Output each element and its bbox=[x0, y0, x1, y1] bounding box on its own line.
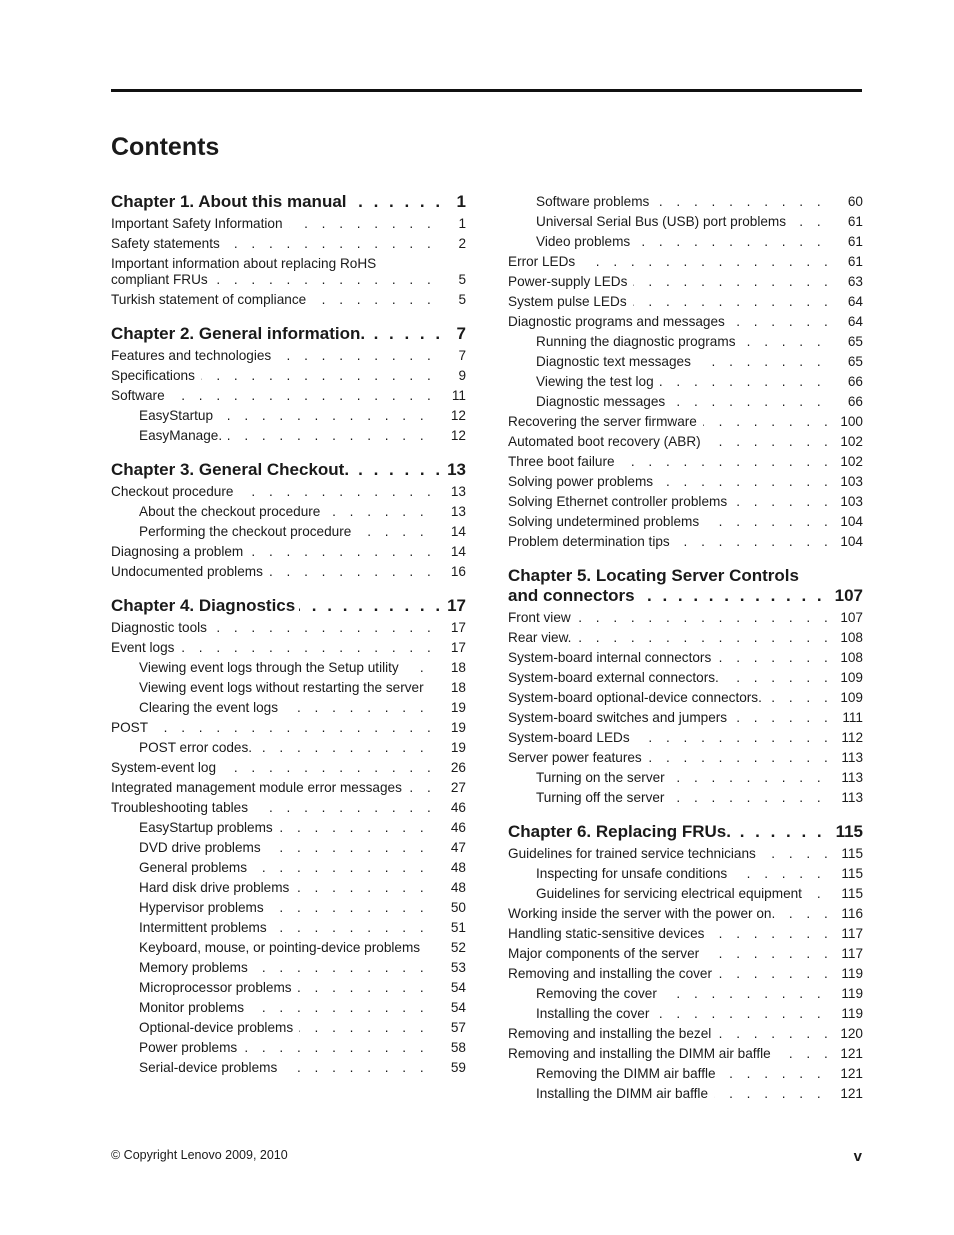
toc-entry[interactable] bbox=[508, 412, 863, 432]
toc-entry[interactable] bbox=[508, 272, 863, 292]
toc-entry-title: Undocumented problems bbox=[111, 564, 269, 579]
toc-page-number: 46 bbox=[450, 800, 466, 815]
toc-entry[interactable] bbox=[508, 844, 863, 864]
toc-entry[interactable] bbox=[508, 492, 863, 512]
toc-page-number: 17 bbox=[450, 640, 466, 655]
toc-page-number: 113 bbox=[841, 770, 863, 785]
toc-entry-title: System-board optional-device connectors. bbox=[508, 690, 768, 705]
toc-page-number: 119 bbox=[841, 1006, 863, 1021]
toc-entry[interactable] bbox=[111, 562, 466, 582]
toc-entry-title: EasyStartup bbox=[139, 408, 219, 423]
toc-entry-title: Safety statements bbox=[111, 236, 226, 251]
toc-entry[interactable] bbox=[508, 432, 863, 452]
toc-entry-title: Removing the DIMM air baffle bbox=[536, 1066, 722, 1081]
toc-entry[interactable] bbox=[111, 998, 466, 1018]
toc-entry-title: Chapter 4. Diagnostics bbox=[111, 596, 299, 615]
toc-entry[interactable] bbox=[508, 768, 863, 788]
toc-entry-title: Software problems bbox=[536, 194, 655, 209]
toc-page-number: 64 bbox=[847, 314, 863, 329]
toc-page-number: 65 bbox=[847, 334, 863, 349]
copyright-notice: © Copyright Lenovo 2009, 2010 bbox=[111, 1148, 288, 1162]
toc-entry-title: Chapter 1. About this manual bbox=[111, 192, 351, 211]
toc-entry[interactable] bbox=[508, 1024, 863, 1044]
toc-entry-title: Power problems bbox=[139, 1040, 243, 1055]
toc-entry-title: System-board external connectors. bbox=[508, 670, 725, 685]
header-rule bbox=[111, 89, 862, 92]
toc-page-number: 119 bbox=[841, 966, 863, 981]
toc-page-number: 54 bbox=[450, 1000, 466, 1015]
toc-entry[interactable] bbox=[111, 482, 466, 502]
toc-page-number: 5 bbox=[458, 292, 466, 307]
toc-entry[interactable] bbox=[508, 332, 863, 352]
toc-page-number: 65 bbox=[847, 354, 863, 369]
toc-entry[interactable] bbox=[111, 1038, 466, 1058]
toc-entry-title: Problem determination tips bbox=[508, 534, 676, 549]
toc-page-number: 7 bbox=[458, 348, 466, 363]
toc-entry-title: Serial-device problems bbox=[139, 1060, 283, 1075]
toc-entry[interactable] bbox=[508, 232, 863, 252]
toc-entry-title: Removing and installing the cover bbox=[508, 966, 718, 981]
toc-entry-title: Guidelines for trained service technicians bbox=[508, 846, 762, 861]
toc-entry-title: Removing the cover bbox=[536, 986, 663, 1001]
toc-page-number: 61 bbox=[847, 234, 863, 249]
toc-entry-title: Chapter 2. General information. bbox=[111, 324, 369, 343]
toc-entry[interactable] bbox=[111, 618, 466, 638]
toc-entry[interactable] bbox=[508, 292, 863, 312]
toc-entry-title: Solving undetermined problems bbox=[508, 514, 705, 529]
toc-page-number: 111 bbox=[842, 710, 863, 725]
toc-entry-title: Recovering the server firmware bbox=[508, 414, 703, 429]
toc-entry-title: Three boot failure bbox=[508, 454, 621, 469]
toc-entry-title: Server power features bbox=[508, 750, 648, 765]
toc-chapter[interactable] bbox=[111, 324, 466, 344]
toc-entry[interactable] bbox=[111, 758, 466, 778]
toc-entry[interactable] bbox=[111, 386, 466, 406]
toc-page-number: 13 bbox=[447, 460, 466, 479]
toc-page-number: 103 bbox=[840, 494, 863, 509]
toc-entry[interactable] bbox=[508, 864, 863, 884]
toc-entry[interactable] bbox=[111, 254, 466, 290]
toc-page-number: 5 bbox=[458, 272, 466, 287]
toc-entry-title: System-board internal connectors bbox=[508, 650, 717, 665]
toc-entry[interactable] bbox=[508, 884, 863, 904]
toc-entry[interactable] bbox=[508, 984, 863, 1004]
toc-entry-title: Software bbox=[111, 388, 171, 403]
toc-entry-title: System-board switches and jumpers bbox=[508, 710, 733, 725]
toc-entry[interactable] bbox=[111, 234, 466, 254]
toc-entry-title: Hard disk drive problems bbox=[139, 880, 295, 895]
toc-entry[interactable] bbox=[111, 1058, 466, 1078]
toc-page-number: 117 bbox=[841, 946, 863, 961]
toc-entry-title: Hypervisor problems bbox=[139, 900, 270, 915]
toc-entry-title: Optional-device problems bbox=[139, 1020, 299, 1035]
toc-page-number: 52 bbox=[450, 940, 466, 955]
toc-entry-title: Viewing event logs without restarting the server bbox=[139, 680, 430, 695]
toc-chapter[interactable] bbox=[111, 192, 466, 212]
toc-page-number: 109 bbox=[840, 690, 863, 705]
toc-page-number: 120 bbox=[840, 1026, 863, 1041]
toc-page-number: 19 bbox=[450, 700, 466, 715]
toc-entry-title: Solving power problems bbox=[508, 474, 659, 489]
toc-entry[interactable] bbox=[508, 392, 863, 412]
toc-entry-title: Diagnostic text messages bbox=[536, 354, 697, 369]
toc-page-number: 115 bbox=[841, 866, 863, 881]
toc-entry[interactable] bbox=[508, 628, 863, 648]
toc-entry-title: Important information about replacing RoHS compliant FRUs bbox=[111, 256, 377, 287]
toc-entry-title: Inspecting for unsafe conditions bbox=[536, 866, 733, 881]
toc-page-number: 61 bbox=[847, 254, 863, 269]
toc-entry-title: POST error codes. bbox=[139, 740, 258, 755]
toc-entry[interactable] bbox=[111, 818, 466, 838]
toc-entry[interactable] bbox=[111, 958, 466, 978]
toc-entry[interactable] bbox=[508, 1064, 863, 1084]
toc-page-number: 18 bbox=[450, 680, 466, 695]
toc-page-number: 104 bbox=[840, 534, 863, 549]
toc-entry-title: DVD drive problems bbox=[139, 840, 267, 855]
toc-entry-title: Troubleshooting tables bbox=[111, 800, 254, 815]
toc-entry-title: Running the diagnostic programs bbox=[536, 334, 742, 349]
toc-entry[interactable] bbox=[111, 542, 466, 562]
toc-page-number: 59 bbox=[450, 1060, 466, 1075]
toc-entry[interactable] bbox=[508, 252, 863, 272]
toc-entry[interactable] bbox=[111, 366, 466, 386]
toc-entry-title: Removing and installing the bezel bbox=[508, 1026, 717, 1041]
toc-entry[interactable] bbox=[508, 472, 863, 492]
toc-entry-title: Monitor problems bbox=[139, 1000, 250, 1015]
toc-entry-title: System pulse LEDs bbox=[508, 294, 633, 309]
toc-page-number: 108 bbox=[840, 650, 863, 665]
toc-entry[interactable] bbox=[508, 944, 863, 964]
toc-page-number: 63 bbox=[847, 274, 863, 289]
toc-page-number: 13 bbox=[450, 504, 466, 519]
toc-entry[interactable] bbox=[508, 608, 863, 628]
toc-page-number: 58 bbox=[450, 1040, 466, 1055]
toc-entry[interactable] bbox=[111, 522, 466, 542]
toc-page-number: 18 bbox=[450, 660, 466, 675]
toc-entry-title: System-event log bbox=[111, 760, 222, 775]
toc-page-number: 53 bbox=[450, 960, 466, 975]
toc-entry[interactable] bbox=[508, 924, 863, 944]
toc-page-number: 12 bbox=[450, 408, 466, 423]
toc-page-number: 115 bbox=[841, 886, 863, 901]
toc-entry[interactable] bbox=[508, 788, 863, 808]
toc-entry-title: Memory problems bbox=[139, 960, 254, 975]
toc-entry[interactable] bbox=[111, 778, 466, 798]
toc-page-number: 107 bbox=[840, 610, 863, 625]
toc-entry[interactable] bbox=[111, 502, 466, 522]
toc-page-number: 1 bbox=[456, 192, 466, 211]
toc-entry[interactable] bbox=[508, 312, 863, 332]
toc-entry[interactable] bbox=[111, 878, 466, 898]
toc-entry-title: Chapter 3. General Checkout. bbox=[111, 460, 353, 479]
toc-page-number: 48 bbox=[450, 880, 466, 895]
toc-right-column bbox=[508, 192, 863, 1104]
toc-entry-title: Major components of the server bbox=[508, 946, 705, 961]
toc-page-number: 102 bbox=[840, 434, 863, 449]
toc-entry[interactable] bbox=[508, 512, 863, 532]
toc-entry[interactable] bbox=[111, 346, 466, 366]
toc-entry-title: Features and technologies bbox=[111, 348, 277, 363]
toc-entry-title: Clearing the event logs bbox=[139, 700, 284, 715]
toc-entry-title: Specifications bbox=[111, 368, 201, 383]
toc-page-number: 17 bbox=[447, 596, 466, 615]
toc-page-number: 26 bbox=[450, 760, 466, 775]
toc-entry-title: Diagnostic programs and messages bbox=[508, 314, 731, 329]
toc-page-number: 113 bbox=[841, 750, 863, 765]
toc-entry[interactable] bbox=[111, 1018, 466, 1038]
toc-entry[interactable] bbox=[111, 638, 466, 658]
toc-entry-title: Solving Ethernet controller problems bbox=[508, 494, 733, 509]
toc-entry[interactable] bbox=[111, 858, 466, 878]
toc-entry[interactable] bbox=[508, 1004, 863, 1024]
toc-chapter[interactable] bbox=[111, 460, 466, 480]
toc-page-number: 117 bbox=[841, 926, 863, 941]
toc-entry[interactable] bbox=[508, 1044, 863, 1064]
toc-page-number: 102 bbox=[840, 454, 863, 469]
toc-entry-title: Working inside the server with the power on. bbox=[508, 906, 781, 921]
toc-left-column bbox=[111, 192, 466, 1078]
toc-entry-title: Event logs bbox=[111, 640, 180, 655]
toc-page-number: 119 bbox=[841, 986, 863, 1001]
toc-entry[interactable] bbox=[111, 838, 466, 858]
toc-entry[interactable] bbox=[508, 668, 863, 688]
toc-page-number: 66 bbox=[847, 374, 863, 389]
toc-page-number: 121 bbox=[840, 1086, 863, 1101]
toc-entry[interactable] bbox=[508, 904, 863, 924]
toc-entry-title: Viewing the test log bbox=[536, 374, 660, 389]
toc-entry-title: Handling static-sensitive devices bbox=[508, 926, 710, 941]
toc-page-number: 19 bbox=[450, 740, 466, 755]
toc-entry[interactable] bbox=[111, 678, 466, 698]
toc-entry-title: System-board LEDs bbox=[508, 730, 636, 745]
toc-entry[interactable] bbox=[508, 452, 863, 472]
toc-page-number: 109 bbox=[840, 670, 863, 685]
toc-page-number: 104 bbox=[840, 514, 863, 529]
toc-entry-title: Chapter 6. Replacing FRUs. bbox=[508, 822, 735, 841]
toc-page-number: 46 bbox=[450, 820, 466, 835]
toc-entry-title: EasyStartup problems bbox=[139, 820, 279, 835]
toc-page-number: 47 bbox=[450, 840, 466, 855]
toc-page-number: 14 bbox=[450, 524, 466, 539]
toc-entry[interactable] bbox=[111, 214, 466, 234]
toc-page-number: 116 bbox=[841, 906, 863, 921]
toc-entry[interactable] bbox=[508, 648, 863, 668]
toc-entry[interactable] bbox=[111, 938, 466, 958]
toc-entry-title: Error LEDs bbox=[508, 254, 581, 269]
toc-entry[interactable] bbox=[508, 688, 863, 708]
toc-entry-title: Installing the cover bbox=[536, 1006, 655, 1021]
toc-entry[interactable] bbox=[508, 748, 863, 768]
toc-entry[interactable] bbox=[508, 1084, 863, 1104]
toc-entry-title: Rear view. bbox=[508, 630, 577, 645]
toc-entry[interactable] bbox=[111, 918, 466, 938]
toc-entry-title: Diagnostic tools bbox=[111, 620, 213, 635]
toc-entry-title: Intermittent problems bbox=[139, 920, 273, 935]
toc-page-number: 12 bbox=[450, 428, 466, 443]
toc-entry-title: Power-supply LEDs bbox=[508, 274, 633, 289]
toc-page-number: 107 bbox=[834, 586, 863, 605]
toc-page-number: 1 bbox=[458, 216, 466, 231]
toc-entry[interactable] bbox=[508, 192, 863, 212]
toc-entry[interactable] bbox=[111, 658, 466, 678]
toc-page-number: 112 bbox=[841, 730, 863, 745]
toc-entry-title: Viewing event logs through the Setup utility bbox=[139, 660, 405, 675]
toc-entry-title: Turning off the server bbox=[536, 790, 670, 805]
toc-entry-title: Turkish statement of compliance bbox=[111, 292, 312, 307]
toc-entry-title: Performing the checkout procedure bbox=[139, 524, 357, 539]
toc-entry-title: General problems bbox=[139, 860, 253, 875]
toc-entry[interactable] bbox=[508, 372, 863, 392]
toc-page-number: 13 bbox=[450, 484, 466, 499]
toc-entry-title: Front view bbox=[508, 610, 577, 625]
toc-entry[interactable] bbox=[111, 898, 466, 918]
toc-entry-title: Automated boot recovery (ABR) bbox=[508, 434, 707, 449]
page-number: v bbox=[853, 1148, 862, 1165]
toc-page-number: 2 bbox=[458, 236, 466, 251]
toc-entry-title: About the checkout procedure bbox=[139, 504, 326, 519]
toc-entry[interactable] bbox=[508, 964, 863, 984]
toc-entry[interactable] bbox=[111, 718, 466, 738]
toc-entry[interactable] bbox=[111, 798, 466, 818]
toc-entry-title: Important Safety Information bbox=[111, 216, 289, 231]
toc-page-number: 17 bbox=[450, 620, 466, 635]
toc-page-number: 61 bbox=[847, 214, 863, 229]
toc-page-number: 50 bbox=[450, 900, 466, 915]
toc-entry[interactable] bbox=[508, 532, 863, 552]
toc-entry[interactable] bbox=[508, 728, 863, 748]
toc-entry[interactable] bbox=[111, 406, 466, 426]
toc-entry-title: Diagnosing a problem bbox=[111, 544, 249, 559]
toc-page-number: 60 bbox=[847, 194, 863, 209]
toc-page-number: 57 bbox=[450, 1020, 466, 1035]
page-title: Contents bbox=[111, 133, 220, 161]
toc-entry-title: Turning on the server bbox=[536, 770, 671, 785]
toc-entry-title: Checkout procedure bbox=[111, 484, 239, 499]
toc-page-number: 14 bbox=[450, 544, 466, 559]
toc-entry-title: Microprocessor problems bbox=[139, 980, 298, 995]
toc-page-number: 54 bbox=[450, 980, 466, 995]
toc-page-number: 100 bbox=[840, 414, 863, 429]
toc-entry-title: Guidelines for servicing electrical equipment bbox=[536, 886, 808, 901]
toc-entry[interactable] bbox=[111, 978, 466, 998]
toc-entry-title: Keyboard, mouse, or pointing-device problems bbox=[139, 940, 426, 955]
toc-entry-title: POST bbox=[111, 720, 154, 735]
toc-page-number: 48 bbox=[450, 860, 466, 875]
toc-entry[interactable] bbox=[508, 708, 863, 728]
toc-chapter[interactable] bbox=[508, 566, 863, 606]
toc-entry[interactable] bbox=[508, 212, 863, 232]
toc-page-number: 103 bbox=[840, 474, 863, 489]
toc-page-number: 115 bbox=[841, 846, 863, 861]
toc-entry[interactable] bbox=[508, 352, 863, 372]
toc-entry[interactable] bbox=[111, 698, 466, 718]
toc-page-number: 66 bbox=[847, 394, 863, 409]
toc-page-number: 7 bbox=[456, 324, 466, 343]
toc-entry[interactable] bbox=[111, 738, 466, 758]
toc-entry[interactable] bbox=[111, 426, 466, 446]
toc-page-number: 64 bbox=[847, 294, 863, 309]
toc-entry-title: Integrated management module error messages bbox=[111, 780, 408, 795]
toc-entry-title: EasyManage. bbox=[139, 428, 228, 443]
toc-entry-title: Chapter 5. Locating Server Controls and connectors bbox=[508, 566, 799, 605]
toc-page-number: 113 bbox=[841, 790, 863, 805]
toc-page-number: 51 bbox=[450, 920, 466, 935]
toc-page-number: 121 bbox=[840, 1066, 863, 1081]
toc-chapter[interactable] bbox=[111, 596, 466, 616]
toc-entry[interactable] bbox=[111, 290, 466, 310]
toc-page-number: 9 bbox=[458, 368, 466, 383]
toc-page-number: 11 bbox=[451, 388, 466, 403]
toc-page-number: 108 bbox=[840, 630, 863, 645]
toc-entry-title: Installing the DIMM air baffle bbox=[536, 1086, 714, 1101]
toc-page-number: 121 bbox=[840, 1046, 863, 1061]
toc-entry-title: Diagnostic messages bbox=[536, 394, 671, 409]
toc-page-number: 27 bbox=[450, 780, 466, 795]
toc-entry-title: Removing and installing the DIMM air baffle bbox=[508, 1046, 777, 1061]
toc-page-number: 115 bbox=[835, 822, 863, 841]
toc-page-number: 19 bbox=[450, 720, 466, 735]
toc-entry-title: Universal Serial Bus (USB) port problems bbox=[536, 214, 792, 229]
toc-page-number: 16 bbox=[450, 564, 466, 579]
toc-entry-title: Video problems bbox=[536, 234, 636, 249]
toc-chapter[interactable] bbox=[508, 822, 863, 842]
